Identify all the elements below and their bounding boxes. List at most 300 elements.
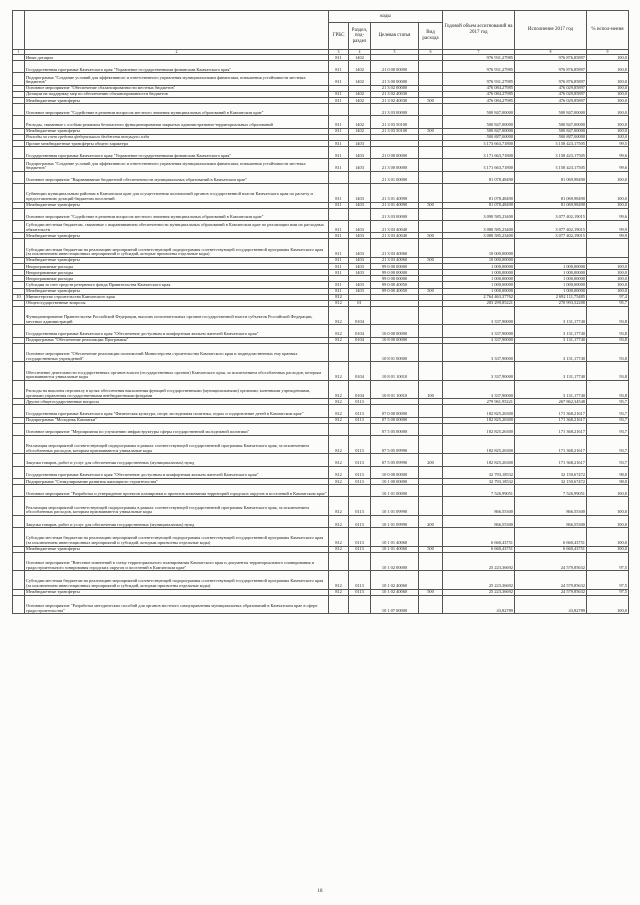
percent-cell: 97,5 xyxy=(587,552,629,570)
annual-amount-cell: 3 171 663,71800 xyxy=(443,159,515,171)
expense-type-cell xyxy=(419,571,443,589)
target-article-cell: 21 3 03 40060 xyxy=(371,257,419,263)
grbs-cell: 812 xyxy=(329,546,349,552)
row-name-cell: Основное мероприятие "Обеспечение реализации полномочий Министерства строительства Камчатского края и подведомственных ему краевых государственных учреждений" xyxy=(25,343,329,361)
section-cell xyxy=(349,343,371,361)
section-cell: 1403 xyxy=(349,202,371,208)
table-row xyxy=(13,343,629,361)
target-article-cell: 21 3 03 50100 xyxy=(371,128,419,134)
target-article-cell: 21 3 02 40030 xyxy=(371,91,419,97)
grbs-cell: 812 xyxy=(329,325,349,337)
expense-type-cell xyxy=(419,362,443,380)
table-row xyxy=(13,485,629,497)
expense-type-cell xyxy=(419,485,443,497)
annual-amount-cell: 182 825,26300 xyxy=(443,405,515,417)
annual-amount-cell: 1 000,00000 xyxy=(443,270,515,276)
annual-amount-cell: 500 847,00000 xyxy=(443,128,515,134)
table-row xyxy=(13,220,629,232)
percent-cell: 100,0 xyxy=(587,171,629,183)
grbs-cell: 811 xyxy=(329,263,349,269)
grbs-cell xyxy=(329,595,349,613)
target-article-cell: 99 0 00 40050 xyxy=(371,282,419,288)
target-article-cell: 10 8 01 10010 xyxy=(371,362,419,380)
expense-type-cell: 500 xyxy=(419,128,443,134)
row-number-cell xyxy=(13,116,25,128)
grbs-cell: 811 xyxy=(329,239,349,257)
target-article-cell: 21 3 00 00000 xyxy=(371,159,419,171)
table-body xyxy=(13,55,629,614)
percent-cell: 100,0 xyxy=(587,263,629,269)
annual-amount-cell: 81 078,48490 xyxy=(443,202,515,208)
row-number-cell xyxy=(13,485,25,497)
grbs-cell: 811 xyxy=(329,288,349,294)
percent-cell: 99,5 xyxy=(587,141,629,147)
grbs-cell: 811 xyxy=(329,233,349,239)
row-number-cell xyxy=(13,343,25,361)
percent-cell: 100,0 xyxy=(587,128,629,134)
section-cell xyxy=(349,552,371,570)
percent-cell: 97,5 xyxy=(587,589,629,595)
executed-amount-cell: 500 847,00000 xyxy=(515,116,587,128)
percent-cell: 100,0 xyxy=(587,91,629,97)
percent-cell: 100,0 xyxy=(587,546,629,552)
grbs-cell: 811 xyxy=(329,270,349,276)
executed-amount-cell: 32 150,67472 xyxy=(515,466,587,478)
executed-amount-cell: 6 660,43751 xyxy=(515,528,587,546)
row-number-cell xyxy=(13,380,25,398)
row-number-cell xyxy=(13,325,25,337)
row-number-cell xyxy=(13,497,25,515)
row-name-cell: Основное мероприятие "Содействие в решении вопросов местного значения муниципальных образований в Камчатском крае" xyxy=(25,208,329,220)
annual-amount-cell: 25 223,36692 xyxy=(443,552,515,570)
target-article-cell: 21 3 03 00000 xyxy=(371,104,419,116)
expense-type-cell: 200 xyxy=(419,515,443,527)
section-cell: 0113 xyxy=(349,405,371,417)
target-article-cell: 10 1 02 40060 xyxy=(371,589,419,595)
grbs-cell xyxy=(329,208,349,220)
section-cell: 1403 xyxy=(349,184,371,202)
annual-amount-cell: 2 764 463,37762 xyxy=(443,294,515,300)
grbs-cell: 811 xyxy=(329,141,349,147)
expense-type-cell xyxy=(419,466,443,478)
percent-cell: 93,8 xyxy=(587,325,629,337)
percent-cell: 97,5 xyxy=(587,571,629,589)
table-row xyxy=(13,208,629,220)
grbs-cell: 811 xyxy=(329,128,349,134)
percent-cell: 99,6 xyxy=(587,159,629,171)
annual-amount-cell: 3 080 585,23400 xyxy=(443,233,515,239)
annual-amount-cell: 10 000,00000 xyxy=(443,239,515,257)
row-number-cell: 10 xyxy=(13,294,25,300)
table-row xyxy=(13,171,629,183)
percent-cell: 99,6 xyxy=(587,208,629,220)
row-number-cell xyxy=(13,171,25,183)
section-cell: 1402 xyxy=(349,128,371,134)
executed-amount-cell: 81 069,98490 xyxy=(515,184,587,202)
annual-amount-cell: 3 337,90000 xyxy=(443,306,515,324)
section-cell xyxy=(349,208,371,220)
target-article-cell: 99 0 00 00000 xyxy=(371,270,419,276)
header-type: Вид расхода xyxy=(419,23,443,50)
annual-amount-cell: 3 173 663,71800 xyxy=(443,141,515,147)
grbs-cell: 812 xyxy=(329,362,349,380)
row-name-cell: Непрограммные расходы xyxy=(25,263,329,269)
grbs-cell: 812 xyxy=(329,528,349,546)
annual-amount-cell: 3 337,90000 xyxy=(443,337,515,343)
annual-amount-cell: 182 825,26300 xyxy=(443,436,515,454)
executed-amount-cell: 43,82789 xyxy=(515,595,587,613)
annual-amount-cell: 3 171 663,71800 xyxy=(443,147,515,159)
executed-amount-cell: 1 000,00000 xyxy=(515,282,587,288)
section-cell: 0104 xyxy=(349,362,371,380)
executed-amount-cell: 171 368,21617 xyxy=(515,405,587,417)
expense-type-cell xyxy=(419,239,443,257)
header-executed: Исполнение 2017 год xyxy=(515,11,587,50)
grbs-cell: 812 xyxy=(329,306,349,324)
section-cell: 1402 xyxy=(349,55,371,61)
annual-amount-cell: 500 847,00000 xyxy=(443,116,515,128)
table-row xyxy=(13,405,629,417)
grbs-cell: 812 xyxy=(329,571,349,589)
annual-amount-cell: 43,82789 xyxy=(443,595,515,613)
table-row xyxy=(13,497,629,515)
row-name-cell: Межбюджетные трансферты xyxy=(25,288,329,294)
row-number-cell xyxy=(13,239,25,257)
executed-amount-cell: 171 368,21617 xyxy=(515,417,587,423)
grbs-cell: 811 xyxy=(329,184,349,202)
target-article-cell: 10 1 07 00000 xyxy=(371,595,419,613)
row-name-cell: Реализация мероприятий соответствующей подпрограммы в рамках соответствующей государственной программы Камчатского края, за исключением обособленных расходов, которым присваиваются уникальные коды xyxy=(25,436,329,454)
expense-type-cell: 500 xyxy=(419,546,443,552)
header-codes: коды xyxy=(329,11,443,23)
executed-amount-cell: 500 847,00000 xyxy=(515,128,587,134)
target-article-cell: 10 1 02 00000 xyxy=(371,552,419,570)
row-name-cell: Закупка товаров, работ и услуг для обеспечения государственных (муниципальных) нужд xyxy=(25,454,329,466)
percent-cell: 98,0 xyxy=(587,466,629,478)
row-name-cell: Основное мероприятие "Выравнивание бюджетной обеспеченности муниципальных образований в Камчатском крае" xyxy=(25,171,329,183)
row-number-cell xyxy=(13,423,25,435)
target-article-cell: 10 1 01 09990 xyxy=(371,497,419,515)
table-row xyxy=(13,362,629,380)
table-row xyxy=(13,552,629,570)
executed-amount-cell: 3 077 402,19015 xyxy=(515,233,587,239)
percent-cell: 93,8 xyxy=(587,380,629,398)
row-number-cell xyxy=(13,595,25,613)
target-article-cell: 21 3 03 40040 xyxy=(371,233,419,239)
row-name-cell: Реализация мероприятий соответствующей подпрограммы в рамках соответствующей государственной программы Камчатского края, за исключением обособленных расходов, которым присваиваются уникальные коды xyxy=(25,497,329,515)
target-article-cell: 21 3 03 00000 xyxy=(371,208,419,220)
row-name-cell: Министерство строительства Камчатского края xyxy=(25,294,329,300)
row-name-cell: Межбюджетные трансферты xyxy=(25,257,329,263)
row-name-cell: Обеспечение деятельности государственных органов власти (государственных органов) Камчатского края, за исключением обособленных расходов, которым присваиваются уникальные коды xyxy=(25,362,329,380)
expense-type-cell: 500 xyxy=(419,233,443,239)
grbs-cell: 812 xyxy=(329,466,349,478)
section-cell xyxy=(349,423,371,435)
target-article-cell: 10 1 01 00000 xyxy=(371,485,419,497)
annual-amount-cell: 976 931,27985 xyxy=(443,55,515,61)
annual-amount-cell: 1 000,00000 xyxy=(443,288,515,294)
annual-amount-cell: 976 931,27985 xyxy=(443,73,515,85)
column-number: 8 xyxy=(515,50,587,55)
target-article-cell: 10 8 01 10010 xyxy=(371,380,419,398)
section-cell xyxy=(349,104,371,116)
budget-table xyxy=(12,10,629,614)
grbs-cell: 812 xyxy=(329,405,349,417)
percent-cell: 100,0 xyxy=(587,276,629,282)
target-article-cell: 10 8 00 00000 xyxy=(371,337,419,343)
row-name-cell: Подпрограмма "Обеспечение реализации Программы" xyxy=(25,337,329,343)
executed-amount-cell: 866,55300 xyxy=(515,515,587,527)
row-name-cell: Субсидии местным бюджетам на реализацию мероприятий соответствующей подпрограммы соответствующей государственной программы Камчатского края (за исключением инвестиционных мероприятий и субсидий, которым присвоены отдельные коды) xyxy=(25,528,329,546)
table-row xyxy=(13,571,629,589)
row-name-cell: Основное мероприятие "Разработка и утверждение проектов планировки и проектов межевания территорий городских округов и поселений в Камчатском крае" xyxy=(25,485,329,497)
section-cell: 0104 xyxy=(349,306,371,324)
percent-cell: 100,0 xyxy=(587,515,629,527)
percent-cell: 93,8 xyxy=(587,306,629,324)
table-row xyxy=(13,436,629,454)
executed-amount-cell: 267 862,34548 xyxy=(515,399,587,405)
row-name-cell: Прочие межбюджетные трансферты общего характера xyxy=(25,141,329,147)
expense-type-cell xyxy=(419,497,443,515)
grbs-cell: 811 xyxy=(329,257,349,263)
grbs-cell: 812 xyxy=(329,589,349,595)
row-name-cell: Субсидия за счет средств резервного фонда Правительства Камчатского края xyxy=(25,282,329,288)
executed-amount-cell: 171 368,21617 xyxy=(515,436,587,454)
section-cell: 1403 xyxy=(349,220,371,232)
target-article-cell: 21 3 03 40040 xyxy=(371,220,419,232)
expense-type-cell xyxy=(419,184,443,202)
executed-amount-cell: 476 029,85897 xyxy=(515,98,587,104)
percent-cell xyxy=(587,239,629,257)
column-number: 6 xyxy=(419,50,443,55)
section-cell: 1403 xyxy=(349,288,371,294)
percent-cell: 93,7 xyxy=(587,423,629,435)
expense-type-cell: 100 xyxy=(419,380,443,398)
annual-amount-cell: 3 090 585,23400 xyxy=(443,208,515,220)
grbs-cell: 811 xyxy=(329,159,349,171)
executed-amount-cell: 171 368,21617 xyxy=(515,454,587,466)
expense-type-cell: 500 xyxy=(419,288,443,294)
table-row xyxy=(13,515,629,527)
header-grbs: ГРБС xyxy=(329,23,349,50)
annual-amount-cell: 25 223,36692 xyxy=(443,571,515,589)
row-name-cell: Общегосударственные вопросы xyxy=(25,300,329,306)
expense-type-cell: 500 xyxy=(419,589,443,595)
column-number: 2 xyxy=(25,50,329,55)
target-article-cell: 21 3 02 00000 xyxy=(371,85,419,91)
annual-amount-cell: 7 526,99051 xyxy=(443,485,515,497)
percent-cell: 93,8 xyxy=(587,337,629,343)
executed-amount-cell: 3 077 402,19015 xyxy=(515,208,587,220)
executed-amount-cell: 3 158 423,17505 xyxy=(515,159,587,171)
grbs-cell xyxy=(329,485,349,497)
annual-amount-cell: 3 337,90000 xyxy=(443,343,515,361)
annual-amount-cell: 283 299,85221 xyxy=(443,300,515,306)
annual-amount-cell: 1 000,00000 xyxy=(443,263,515,269)
executed-amount-cell: 3 131,17740 xyxy=(515,343,587,361)
expense-type-cell xyxy=(419,423,443,435)
expense-type-cell xyxy=(419,595,443,613)
table-row xyxy=(13,423,629,435)
row-name-cell: Иные дотации xyxy=(25,55,329,61)
column-number: 7 xyxy=(443,50,515,55)
section-cell: 1402 xyxy=(349,61,371,73)
percent-cell: 95,7 xyxy=(587,399,629,405)
target-article-cell: 10 1 00 00000 xyxy=(371,479,419,485)
table-row xyxy=(13,104,629,116)
target-article-cell: 10 1 01 40060 xyxy=(371,528,419,546)
percent-cell: 100,0 xyxy=(587,595,629,613)
target-article-cell: 99 0 00 40050 xyxy=(371,288,419,294)
row-number-cell xyxy=(13,184,25,202)
executed-amount-cell: 866,55300 xyxy=(515,497,587,515)
executed-amount-cell: 976 876,85897 xyxy=(515,61,587,73)
annual-amount-cell: 3 337,90000 xyxy=(443,362,515,380)
percent-cell: 100,0 xyxy=(587,98,629,104)
percent-cell: 100,0 xyxy=(587,202,629,208)
grbs-cell: 811 xyxy=(329,73,349,85)
row-number-cell xyxy=(13,159,25,171)
row-name-cell: Основное мероприятие "Содействие в решении вопросов местного значения муниципальных образований в Камчатском крае" xyxy=(25,104,329,116)
expense-type-cell xyxy=(419,436,443,454)
grbs-cell: 811 xyxy=(329,55,349,61)
executed-amount-cell: 24 579,85632 xyxy=(515,589,587,595)
expense-type-cell: 500 xyxy=(419,257,443,263)
table-row xyxy=(13,466,629,478)
header-percent: % испол-нения xyxy=(587,11,629,50)
target-article-cell: 21 3 02 40030 xyxy=(371,98,419,104)
row-name-cell: Непрограммные расходы xyxy=(25,270,329,276)
executed-amount-cell: 7 526,99051 xyxy=(515,485,587,497)
annual-amount-cell: 81 078,48490 xyxy=(443,184,515,202)
table-row xyxy=(13,239,629,257)
percent-cell: 100,0 xyxy=(587,485,629,497)
row-name-cell: Государственная программа Камчатского края "Управление государственными финансами Камчатского края" xyxy=(25,147,329,159)
target-article-cell: 21 3 01 00000 xyxy=(371,171,419,183)
table-row xyxy=(13,380,629,398)
section-cell: 1403 xyxy=(349,257,371,263)
grbs-cell xyxy=(329,343,349,361)
section-cell: 0113 xyxy=(349,399,371,405)
grbs-cell: 812 xyxy=(329,497,349,515)
section-cell: 1403 xyxy=(349,270,371,276)
target-article-cell: 21 3 01 40090 xyxy=(371,202,419,208)
expense-type-cell xyxy=(419,171,443,183)
grbs-cell: 812 xyxy=(329,417,349,423)
row-name-cell: Основное мероприятие "Обеспечение сбалансированности местных бюджетов" xyxy=(25,85,329,91)
executed-amount-cell: 3 158 423,17505 xyxy=(515,147,587,159)
grbs-cell: 812 xyxy=(329,294,349,300)
section-cell: 0113 xyxy=(349,589,371,595)
target-article-cell: 21 3 03 40060 xyxy=(371,239,419,257)
executed-amount-cell: 1 000,00000 xyxy=(515,276,587,282)
grbs-cell xyxy=(329,104,349,116)
row-number-cell xyxy=(13,552,25,570)
annual-amount-cell: 25 223,36692 xyxy=(443,589,515,595)
executed-amount-cell: 1 000,00000 xyxy=(515,270,587,276)
percent-cell: 93,8 xyxy=(587,343,629,361)
executed-amount-cell: 24 579,85632 xyxy=(515,571,587,589)
target-article-cell: 07 5 05 00000 xyxy=(371,423,419,435)
annual-amount-cell: 976 931,27985 xyxy=(443,61,515,73)
section-cell: 0113 xyxy=(349,497,371,515)
target-article-cell: 21 0 00 00000 xyxy=(371,61,419,73)
row-name-cell: Подпрограмма "Создание условий для эффективного и ответственного управления муниципальными финансами, повышения устойчивости местных бюджетов" xyxy=(25,73,329,85)
annual-amount-cell: 476 084,27985 xyxy=(443,98,515,104)
grbs-cell: 811 xyxy=(329,147,349,159)
section-cell xyxy=(349,595,371,613)
executed-amount-cell: 6 660,43751 xyxy=(515,546,587,552)
annual-amount-cell: 6 660,43751 xyxy=(443,528,515,546)
target-article-cell: 21 0 00 00000 xyxy=(371,147,419,159)
executed-amount-cell: 81 069,98490 xyxy=(515,202,587,208)
expense-type-cell xyxy=(419,325,443,337)
section-cell: 1403 xyxy=(349,159,371,171)
percent-cell: 93,7 xyxy=(587,405,629,417)
row-number-cell xyxy=(13,515,25,527)
row-name-cell: Основное мероприятие "Разработка методических пособий для органов местного самоуправления муниципальных образований в Камчатском крае в сфере градостроительства" xyxy=(25,595,329,613)
expense-type-cell xyxy=(419,61,443,73)
grbs-cell: 812 xyxy=(329,436,349,454)
table-row xyxy=(13,116,629,128)
annual-amount-cell: 3 337,90000 xyxy=(443,325,515,337)
row-name-cell: Дотации на поддержку мер по обеспечению сбалансированности бюджетов xyxy=(25,91,329,97)
executed-amount-cell: 976 876,85897 xyxy=(515,73,587,85)
section-cell: 0113 xyxy=(349,479,371,485)
section-cell: 1402 xyxy=(349,73,371,85)
section-cell: 0104 xyxy=(349,380,371,398)
row-name-cell: Непрограммные расходы xyxy=(25,276,329,282)
annual-amount-cell: 866,55300 xyxy=(443,497,515,515)
executed-amount-cell: 3 077 402,19015 xyxy=(515,220,587,232)
table-row xyxy=(13,528,629,546)
executed-amount-cell: 500 847,00000 xyxy=(515,104,587,116)
percent-cell: 93,8 xyxy=(587,362,629,380)
expense-type-cell xyxy=(419,208,443,220)
executed-amount-cell: 32 150,67472 xyxy=(515,479,587,485)
table-row xyxy=(13,595,629,613)
expense-type-cell xyxy=(419,343,443,361)
row-name-cell: Межбюджетные трансферты xyxy=(25,98,329,104)
percent-cell: 98,0 xyxy=(587,479,629,485)
grbs-cell: 812 xyxy=(329,399,349,405)
expense-type-cell xyxy=(419,405,443,417)
row-number-cell xyxy=(13,306,25,324)
row-name-cell: Основное мероприятие "Внесение изменений в схему территориального планирования Камчатского края и документы территориального планирования и градостроительного зонирования городских округов и поселений в Камчатском крае" xyxy=(25,552,329,570)
header-annual: Годовой объем ассигнований на 2017 год xyxy=(443,11,515,50)
column-number: 4 xyxy=(349,50,371,55)
percent-cell: 97,4 xyxy=(587,294,629,300)
grbs-cell: 812 xyxy=(329,300,349,306)
annual-amount-cell: 6 660,43751 xyxy=(443,546,515,552)
row-name-cell: Подпрограмма "Молодежь Камчатки" xyxy=(25,417,329,423)
executed-amount-cell: 3 131,17740 xyxy=(515,380,587,398)
column-number: 9 xyxy=(587,50,629,55)
row-number-cell xyxy=(13,61,25,73)
executed-amount-cell: 3 131,17740 xyxy=(515,306,587,324)
section-cell: 0113 xyxy=(349,436,371,454)
percent-cell: 100,0 xyxy=(587,528,629,546)
row-number-cell xyxy=(13,104,25,116)
section-cell: 1402 xyxy=(349,91,371,97)
percent-cell: 93,7 xyxy=(587,454,629,466)
row-name-cell: Межбюджетные трансферты xyxy=(25,589,329,595)
annual-amount-cell: 32 793,18532 xyxy=(443,479,515,485)
percent-cell: 100,0 xyxy=(587,134,629,140)
target-article-cell: 10 8 01 00000 xyxy=(371,343,419,361)
percent-cell: 93,7 xyxy=(587,436,629,454)
target-article-cell: 21 3 00 00000 xyxy=(371,73,419,85)
